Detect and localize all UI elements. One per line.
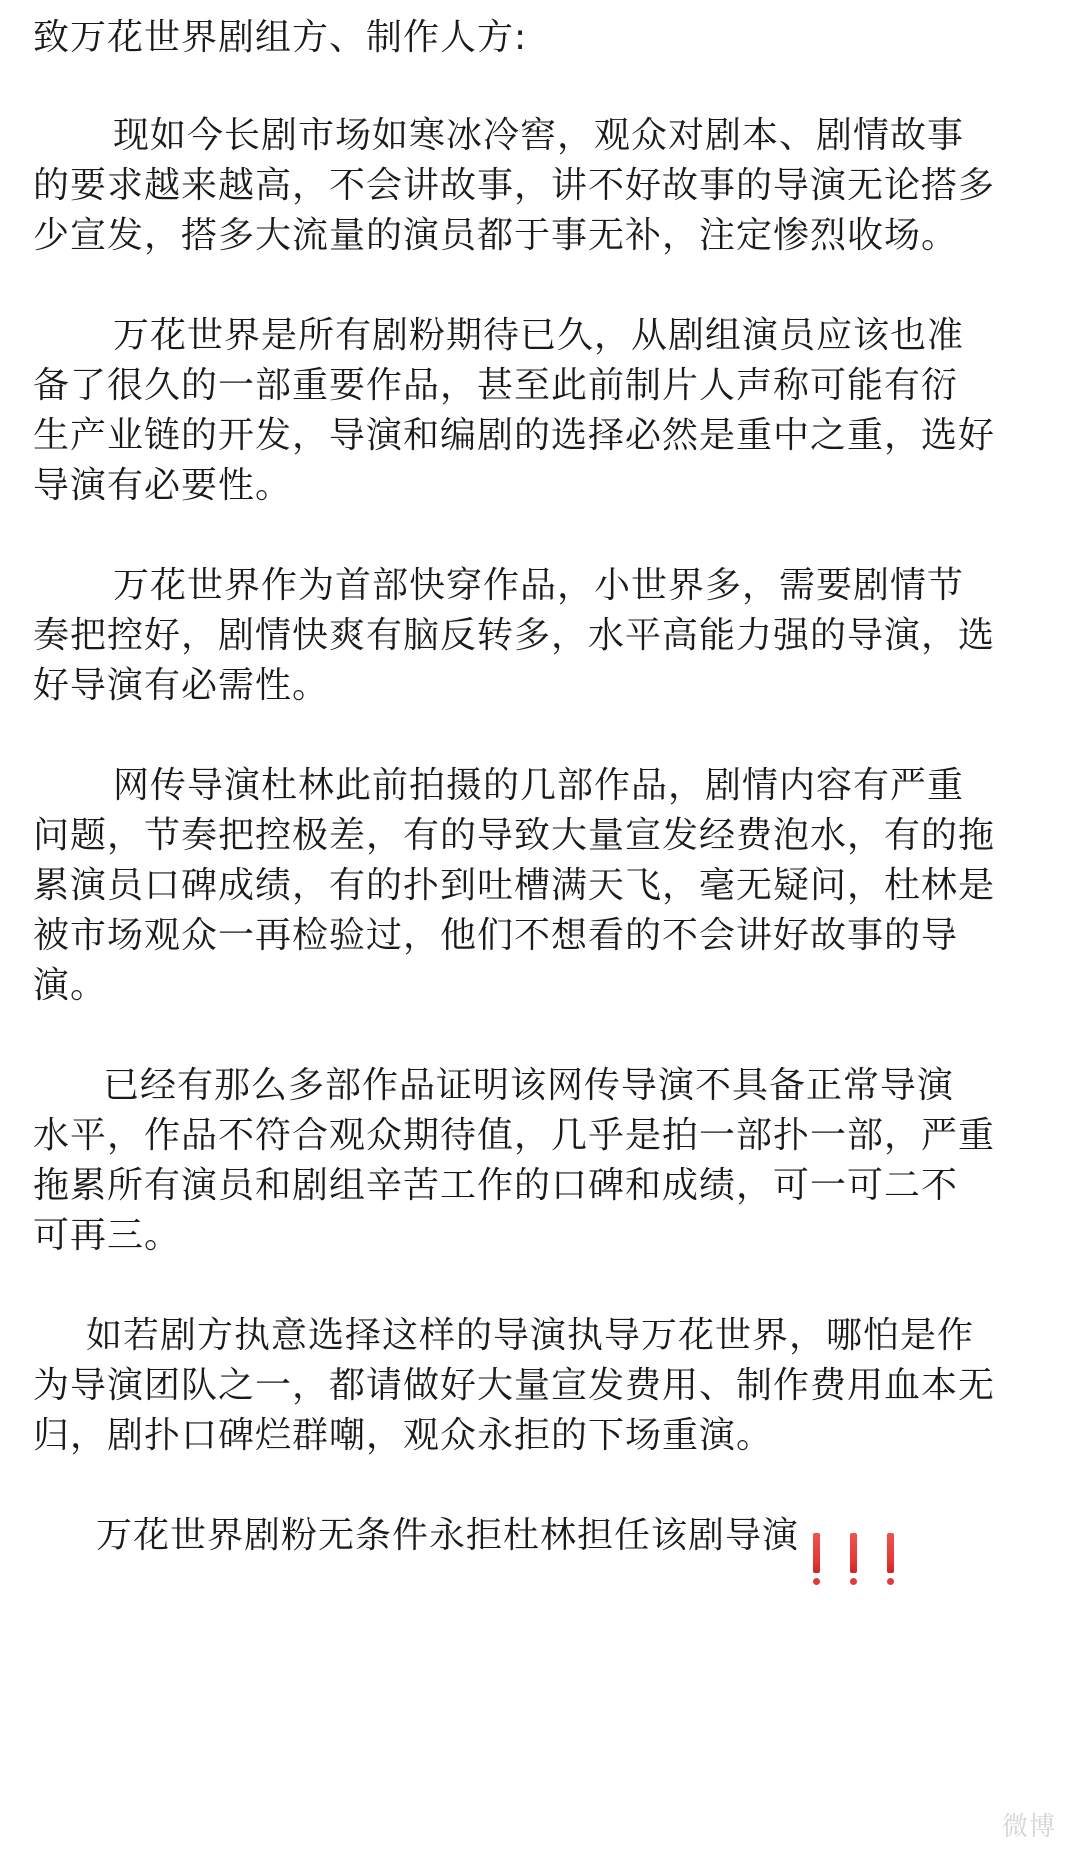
paragraph-6-line-3: 归，剧扑口碑烂群嘲，观众永拒的下场重演。 (33, 1415, 774, 1456)
closing-line (96, 1506, 924, 1566)
paragraph-5-line-3: 拖累所有演员和剧组辛苦工作的口碑和成绩，可一可二不 (33, 1165, 959, 1206)
paragraph-4-line-2: 问题，节奏把控极差，有的导致大量宣发经费泡水，有的拖 (33, 815, 996, 856)
paragraph-1-line-3: 少宣发，搭多大流量的演员都于事无补，注定惨烈收场。 (33, 215, 959, 256)
triple-exclamation-icon (813, 1513, 924, 1557)
paragraph-4-line-4: 被市场观众一再检验过，他们不想看的不会讲好故事的导 (33, 915, 959, 956)
paragraph-4-line-1: 网传导演杜林此前拍摄的几部作品，剧情内容有严重 (113, 765, 965, 806)
paragraph-5-line-1: 已经有那么多部作品证明该网传导演不具备正常导演 (103, 1065, 955, 1106)
paragraph-2-line-3: 生产业链的开发，导演和编剧的选择必然是重中之重，选好 (33, 415, 996, 456)
paragraph-2-line-2: 备了很久的一部重要作品，甚至此前制片人声称可能有衍 (33, 365, 959, 406)
paragraph-5-line-4: 可再三。 (33, 1215, 182, 1256)
closing-text: 万花世界剧粉无条件永拒杜林担任该剧导演 (96, 1515, 800, 1556)
paragraph-1-line-2: 的要求越来越高，不会讲故事，讲不好故事的导演无论搭多 (33, 165, 996, 206)
paragraph-3-line-1: 万花世界作为首部快穿作品，小世界多，需要剧情节 (113, 565, 965, 606)
paragraph-5-line-2: 水平，作品不符合观众期待值，几乎是拍一部扑一部，严重 (33, 1115, 996, 1156)
paragraph-2-line-1: 万花世界是所有剧粉期待已久，从剧组演员应该也准 (113, 315, 965, 356)
paragraph-2-line-4: 导演有必要性。 (33, 465, 293, 506)
paragraph-3-line-2: 奏把控好，剧情快爽有脑反转多，水平高能力强的导演，选 (33, 615, 996, 656)
watermark: 微博 (1001, 1811, 1056, 1841)
paragraph-4-line-3: 累演员口碑成绩，有的扑到吐槽满天飞，毫无疑问，杜林是 (33, 865, 996, 906)
paragraph-1-line-1: 现如今长剧市场如寒冰冷窖，观众对剧本、剧情故事 (113, 115, 965, 156)
paragraph-3-line-3: 好导演有必需性。 (33, 665, 330, 706)
paragraph-6-line-2: 为导演团队之一，都请做好大量宣发费用、制作费用血本无 (33, 1365, 996, 1406)
paragraph-4-line-5: 演。 (33, 965, 108, 1006)
paragraph-6-line-1: 如若剧方执意选择这样的导演执导万花世界，哪怕是作 (86, 1315, 975, 1356)
salutation: 致万花世界剧组方、制作人方: (33, 17, 528, 58)
